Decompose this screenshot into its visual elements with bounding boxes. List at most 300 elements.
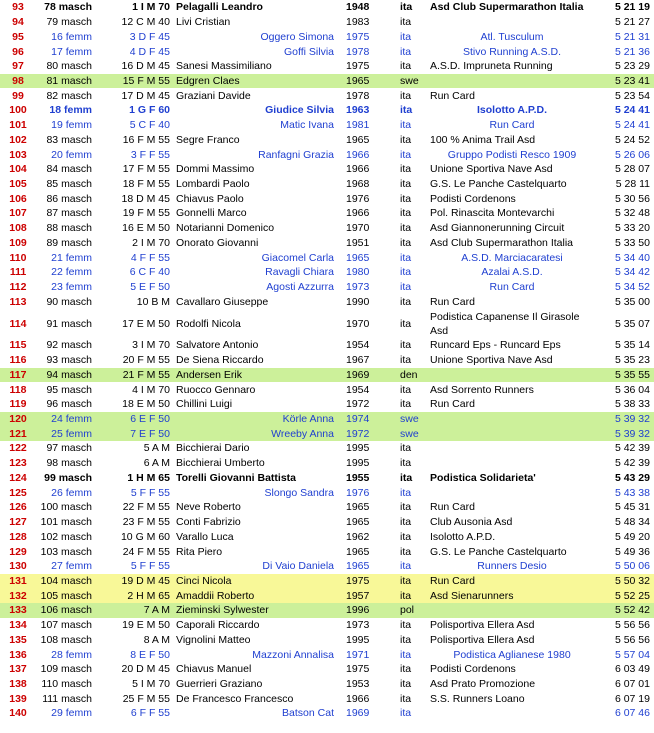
- athlete-name-cell: Bicchierai Umberto: [176, 457, 265, 470]
- gender-rank-cell: 28 femm: [51, 648, 92, 661]
- athlete-name-cell: Onorato Giovanni: [176, 236, 259, 249]
- athlete-name-cell: Neve Roberto: [176, 501, 241, 514]
- club-cell: [428, 603, 596, 618]
- nationality-cell: ita: [400, 692, 412, 705]
- gender-rank-cell: 78 masch: [44, 1, 92, 14]
- category-cell: 10 G M 60: [120, 530, 170, 543]
- birth-year-cell: 1978: [346, 45, 370, 58]
- gender-rank-cell: 82 masch: [46, 89, 92, 102]
- category-cell: 3 I M 70: [132, 339, 170, 352]
- table-row: [0, 603, 654, 618]
- finish-time-cell: 5 43 38: [614, 486, 650, 499]
- club-cell: [428, 485, 596, 500]
- nationality-cell: ita: [400, 442, 412, 455]
- gender-rank-cell: 81 masch: [36, 74, 96, 89]
- table-row: [0, 618, 654, 633]
- category-cell: 3 D F 45: [129, 30, 170, 43]
- table-row: [0, 544, 654, 559]
- nationality-cell: ita: [400, 317, 412, 330]
- nationality-cell: ita: [400, 457, 412, 470]
- athlete-name-cell: Lombardi Paolo: [176, 177, 250, 190]
- gender-rank-cell: 85 masch: [46, 177, 92, 190]
- club-cell: Podistica Capanense Il Girasole Asd: [430, 310, 580, 337]
- nationality-cell: ita: [400, 30, 412, 43]
- athlete-name-cell: De Francesco Francesco: [176, 692, 294, 705]
- table-row: [0, 397, 654, 412]
- category-cell: 19 E M 50: [122, 619, 170, 632]
- finish-time-cell: 6 07 01: [614, 677, 650, 690]
- birth-year-cell: 1995: [346, 457, 370, 470]
- category-cell: 8 E F 50: [130, 648, 170, 661]
- gender-rank-cell: 79 masch: [46, 16, 92, 29]
- athlete-name-cell: Cavallaro Giuseppe: [176, 295, 269, 308]
- nationality-cell: ita: [400, 1, 413, 14]
- position-cell: 139: [9, 692, 27, 705]
- club-cell: Asd Club Supermarathon Italia: [430, 1, 584, 14]
- table-row: [0, 500, 654, 515]
- table-row: [0, 515, 654, 530]
- position-cell: 111: [9, 266, 27, 279]
- finish-time-cell: 6 03 49: [614, 663, 650, 676]
- finish-time-cell: 5 24 52: [614, 133, 650, 146]
- birth-year-cell: 1948: [346, 1, 370, 14]
- athlete-name-cell: Vignolini Matteo: [176, 633, 251, 646]
- position-cell: 125: [9, 486, 27, 499]
- finish-time-cell: 5 49 36: [614, 545, 650, 558]
- birth-year-cell: 1990: [346, 295, 370, 308]
- birth-year-cell: 1955: [346, 471, 370, 484]
- position-cell: 120: [0, 412, 36, 427]
- category-cell: 1 G F 60: [129, 104, 170, 117]
- birth-year-cell: 1969: [342, 368, 390, 383]
- club-cell: Runners Desio: [477, 560, 547, 573]
- club-cell: Run Card: [489, 281, 535, 294]
- gender-rank-cell: 98 masch: [46, 457, 92, 470]
- gender-rank-cell: 106 masch: [36, 603, 96, 618]
- table-row: [0, 88, 654, 103]
- gender-rank-cell: 90 masch: [46, 295, 92, 308]
- club-cell: Run Card: [428, 574, 596, 589]
- table-row: [0, 706, 654, 721]
- finish-time-cell: 5 32 48: [614, 207, 650, 220]
- position-cell: 135: [9, 633, 27, 646]
- nationality-cell: ita: [400, 163, 412, 176]
- table-row: [0, 456, 654, 471]
- nationality-cell: ita: [400, 619, 412, 632]
- birth-year-cell: 1978: [346, 89, 370, 102]
- category-cell: 4 F F 55: [130, 251, 170, 264]
- gender-rank-cell: 107 masch: [40, 619, 92, 632]
- club-cell: [428, 15, 596, 30]
- nationality-cell: ita: [400, 707, 412, 720]
- birth-year-cell: 1954: [346, 383, 370, 396]
- category-cell: 8 A M: [143, 633, 170, 646]
- athlete-name-cell: Agosti Azzurra: [266, 281, 334, 294]
- birth-year-cell: 1975: [346, 30, 370, 43]
- gender-rank-cell: 91 masch: [46, 317, 92, 330]
- finish-time-cell: 5 24 41: [614, 119, 650, 132]
- club-cell: Stivo Running A.S.D.: [462, 45, 562, 58]
- finish-time-cell: 5 42 39: [614, 457, 650, 470]
- position-cell: 117: [0, 368, 36, 383]
- position-cell: 126: [9, 501, 27, 514]
- finish-time-cell: 5 34 42: [614, 266, 650, 279]
- athlete-name-cell: Slongo Sandra: [264, 486, 334, 499]
- club-cell: Run Card: [430, 398, 475, 411]
- table-row: [0, 559, 654, 574]
- club-cell: Pol. Rinascita Montevarchi: [430, 207, 555, 220]
- finish-time-cell: 5 30 56: [614, 192, 650, 205]
- birth-year-cell: 1962: [346, 530, 370, 543]
- finish-time-cell: 5 35 07: [614, 317, 650, 330]
- athlete-name-cell: Rodolfi Nicola: [176, 317, 241, 330]
- athlete-name-cell: Körle Anna: [174, 412, 342, 427]
- finish-time-cell: 5 35 23: [614, 354, 650, 367]
- position-cell: 105: [9, 177, 27, 190]
- table-row: [0, 485, 654, 500]
- finish-time-cell: 5 52 25: [596, 588, 654, 603]
- position-cell: 103: [9, 148, 27, 161]
- gender-rank-cell: 83 masch: [46, 133, 92, 146]
- table-row: [0, 44, 654, 59]
- position-cell: 104: [9, 163, 27, 176]
- category-cell: 3 F F 55: [130, 148, 170, 161]
- club-cell: A.S.D. Impruneta Running: [430, 60, 553, 73]
- position-cell: 140: [9, 707, 27, 720]
- gender-rank-cell: 80 masch: [46, 60, 92, 73]
- category-cell: 20 D M 45: [121, 663, 170, 676]
- gender-rank-cell: 99 masch: [44, 471, 92, 484]
- gender-rank-cell: 93 masch: [46, 354, 92, 367]
- club-cell: [428, 441, 596, 456]
- athlete-name-cell: Giacomel Carla: [261, 251, 334, 264]
- birth-year-cell: 1972: [342, 426, 390, 441]
- gender-rank-cell: 22 femm: [51, 266, 92, 279]
- athlete-name-cell: Amaddii Roberto: [174, 588, 342, 603]
- club-cell: Unione Sportiva Nave Asd: [430, 163, 553, 176]
- table-row: [0, 250, 654, 265]
- birth-year-cell: 1953: [346, 677, 370, 690]
- table-row: [0, 221, 654, 236]
- athlete-name-cell: Goffi Silvia: [284, 45, 334, 58]
- table-row: [0, 236, 654, 251]
- club-cell: Podisti Cordenons: [430, 192, 516, 205]
- finish-time-cell: 5 56 56: [614, 619, 650, 632]
- category-cell: 1 H M 65: [127, 471, 170, 484]
- table-row: [0, 15, 654, 30]
- position-cell: 124: [9, 471, 27, 484]
- nationality-cell: ita: [400, 60, 412, 73]
- category-cell: 10 B M: [136, 295, 170, 308]
- birth-year-cell: 1968: [346, 177, 370, 190]
- finish-time-cell: 5 23 29: [614, 60, 650, 73]
- category-cell: 18 F M 55: [122, 177, 170, 190]
- finish-time-cell: 5 24 41: [614, 104, 650, 117]
- finish-time-cell: 5 34 40: [614, 251, 650, 264]
- position-cell: 121: [0, 426, 36, 441]
- athlete-name-cell: Oggero Simona: [260, 30, 334, 43]
- nationality-cell: ita: [400, 177, 412, 190]
- position-cell: 118: [9, 383, 27, 396]
- finish-time-cell: 5 39 32: [596, 426, 654, 441]
- gender-rank-cell: 102 masch: [40, 530, 92, 543]
- birth-year-cell: 1974: [342, 412, 390, 427]
- athlete-name-cell: Guerrieri Graziano: [176, 677, 263, 690]
- birth-year-cell: 1965: [346, 501, 370, 514]
- table-row: [0, 691, 654, 706]
- category-cell: 2 I M 70: [132, 236, 170, 249]
- finish-time-cell: 5 21 36: [614, 45, 650, 58]
- club-cell: G.S. Le Panche Castelquarto: [430, 177, 567, 190]
- gender-rank-cell: 95 masch: [46, 383, 92, 396]
- finish-time-cell: 5 38 33: [614, 398, 650, 411]
- finish-time-cell: 5 50 32: [596, 574, 654, 589]
- category-cell: 5 F F 55: [130, 486, 170, 499]
- gender-rank-cell: 105 masch: [36, 588, 96, 603]
- nationality-cell: ita: [400, 236, 412, 249]
- birth-year-cell: 1965: [346, 545, 370, 558]
- athlete-name-cell: Edgren Claes: [174, 74, 342, 89]
- birth-year-cell: 1975: [342, 574, 390, 589]
- club-cell: [428, 74, 596, 89]
- category-cell: 6 F F 55: [130, 707, 170, 720]
- category-cell: 25 F M 55: [122, 692, 170, 705]
- club-cell: Run Card: [430, 501, 475, 514]
- position-cell: 102: [9, 133, 27, 146]
- club-cell: [428, 368, 596, 383]
- club-cell: 100 % Anima Trail Asd: [430, 133, 536, 146]
- table-row: [0, 29, 654, 44]
- club-cell: Isolotto A.P.D.: [476, 104, 547, 117]
- table-row: [0, 441, 654, 456]
- table-row: [0, 118, 654, 133]
- finish-time-cell: 5 23 41: [596, 74, 654, 89]
- gender-rank-cell: 26 femm: [51, 486, 92, 499]
- club-cell: Asd Giannonerunning Circuit: [430, 222, 565, 235]
- category-cell: 22 F M 55: [122, 501, 170, 514]
- gender-rank-cell: 100 masch: [40, 501, 92, 514]
- nationality-cell: ita: [400, 119, 412, 132]
- athlete-name-cell: Chiavus Manuel: [176, 663, 252, 676]
- gender-rank-cell: 24 femm: [36, 412, 96, 427]
- gender-rank-cell: 27 femm: [51, 560, 92, 573]
- table-row: [0, 309, 654, 338]
- position-cell: 137: [9, 663, 27, 676]
- nationality-cell: ita: [400, 545, 412, 558]
- nationality-cell: ita: [400, 207, 412, 220]
- birth-year-cell: 1983: [346, 16, 370, 29]
- table-row: [0, 103, 654, 118]
- athlete-name-cell: Giudice Silvia: [265, 104, 334, 117]
- birth-year-cell: 1976: [346, 486, 370, 499]
- category-cell: 17 D M 45: [121, 89, 170, 102]
- gender-rank-cell: 84 masch: [46, 163, 92, 176]
- athlete-name-cell: Chiavus Paolo: [176, 192, 244, 205]
- position-cell: 129: [9, 545, 27, 558]
- nationality-cell: ita: [400, 104, 413, 117]
- category-cell: 6 E F 50: [96, 412, 174, 427]
- gender-rank-cell: 21 femm: [51, 251, 92, 264]
- club-cell: Isolotto A.P.D.: [430, 530, 496, 543]
- birth-year-cell: 1965: [346, 251, 370, 264]
- table-row: [0, 0, 654, 15]
- athlete-name-cell: Ruocco Gennaro: [176, 383, 256, 396]
- table-row: [0, 191, 654, 206]
- finish-time-cell: 5 28 11: [615, 177, 650, 190]
- club-cell: [428, 706, 596, 721]
- athlete-name-cell: Mazzoni Annalisa: [252, 648, 334, 661]
- position-cell: 132: [0, 588, 36, 603]
- nationality-cell: ita: [400, 633, 412, 646]
- position-cell: 130: [9, 560, 27, 573]
- nationality-cell: ita: [400, 560, 412, 573]
- table-row: [0, 280, 654, 295]
- gender-rank-cell: 16 femm: [51, 30, 92, 43]
- position-cell: 101: [9, 119, 27, 132]
- athlete-name-cell: Segre Franco: [176, 133, 240, 146]
- finish-time-cell: 5 35 00: [614, 295, 650, 308]
- club-cell: Polisportiva Ellera Asd: [430, 619, 535, 632]
- position-cell: 109: [9, 236, 27, 249]
- athlete-name-cell: Rita Piero: [176, 545, 223, 558]
- position-cell: 114: [9, 317, 27, 330]
- table-row: [0, 74, 654, 89]
- position-cell: 128: [9, 530, 27, 543]
- gender-rank-cell: 25 femm: [36, 426, 96, 441]
- category-cell: 16 E M 50: [122, 222, 170, 235]
- category-cell: 23 F M 55: [122, 516, 170, 529]
- position-cell: 99: [12, 89, 24, 102]
- birth-year-cell: 1995: [346, 442, 370, 455]
- category-cell: 17 F M 55: [122, 163, 170, 176]
- athlete-name-cell: Ranfagni Grazia: [258, 148, 334, 161]
- birth-year-cell: 1966: [346, 692, 370, 705]
- position-cell: 138: [9, 677, 27, 690]
- position-cell: 96: [12, 45, 24, 58]
- finish-time-cell: 5 56 56: [614, 633, 650, 646]
- gender-rank-cell: 97 masch: [46, 442, 92, 455]
- nationality-cell: ita: [390, 574, 428, 589]
- category-cell: 2 H M 65: [96, 588, 174, 603]
- birth-year-cell: 1981: [346, 119, 370, 132]
- gender-rank-cell: 18 femm: [49, 104, 92, 117]
- nationality-cell: swe: [390, 74, 428, 89]
- athlete-name-cell: Andersen Erik: [174, 368, 342, 383]
- finish-time-cell: 5 21 27: [614, 16, 650, 29]
- nationality-cell: ita: [400, 516, 412, 529]
- club-cell: Unione Sportiva Nave Asd: [430, 354, 553, 367]
- position-cell: 106: [9, 192, 27, 205]
- category-cell: 19 D M 45: [96, 574, 174, 589]
- nationality-cell: ita: [400, 45, 412, 58]
- finish-time-cell: 5 33 20: [614, 222, 650, 235]
- club-cell: Runcard Eps - Runcard Eps: [430, 339, 561, 352]
- gender-rank-cell: 23 femm: [51, 281, 92, 294]
- gender-rank-cell: 96 masch: [46, 398, 92, 411]
- club-cell: Podistica Solidarieta': [430, 471, 536, 484]
- birth-year-cell: 1965: [346, 133, 370, 146]
- category-cell: 17 E M 50: [122, 317, 170, 330]
- nationality-cell: ita: [400, 383, 412, 396]
- position-cell: 131: [0, 574, 36, 589]
- birth-year-cell: 1976: [346, 192, 370, 205]
- position-cell: 100: [9, 104, 27, 117]
- table-row: [0, 662, 654, 677]
- nationality-cell: ita: [400, 281, 412, 294]
- nationality-cell: ita: [400, 501, 412, 514]
- category-cell: 18 E M 50: [122, 398, 170, 411]
- finish-time-cell: 5 45 31: [614, 501, 650, 514]
- gender-rank-cell: 92 masch: [46, 339, 92, 352]
- category-cell: 4 I M 70: [132, 383, 170, 396]
- category-cell: 6 C F 40: [129, 266, 170, 279]
- table-row: [0, 677, 654, 692]
- gender-rank-cell: 29 femm: [51, 707, 92, 720]
- category-cell: 5 F F 55: [130, 560, 170, 573]
- gender-rank-cell: 86 masch: [46, 192, 92, 205]
- position-cell: 112: [9, 281, 27, 294]
- birth-year-cell: 1975: [346, 60, 370, 73]
- position-cell: 113: [9, 295, 27, 308]
- gender-rank-cell: 88 masch: [46, 222, 92, 235]
- birth-year-cell: 1995: [346, 633, 370, 646]
- club-cell: Run Card: [489, 119, 535, 132]
- table-row: [0, 632, 654, 647]
- table-row: [0, 412, 654, 427]
- birth-year-cell: 1971: [346, 648, 370, 661]
- category-cell: 20 F M 55: [122, 354, 170, 367]
- position-cell: 127: [9, 516, 27, 529]
- category-cell: 18 D M 45: [121, 192, 170, 205]
- club-cell: Asd Sienarunners: [428, 588, 596, 603]
- athlete-name-cell: Chillini Luigi: [176, 398, 233, 411]
- table-row: [0, 471, 654, 486]
- nationality-cell: ita: [400, 530, 412, 543]
- position-cell: 107: [9, 207, 27, 220]
- finish-time-cell: 6 07 46: [614, 707, 650, 720]
- club-cell: Asd Prato Promozione: [430, 677, 536, 690]
- finish-time-cell: 5 33 50: [614, 236, 650, 249]
- gender-rank-cell: 104 masch: [36, 574, 96, 589]
- finish-time-cell: 5 21 19: [614, 1, 650, 14]
- position-cell: 136: [9, 648, 27, 661]
- birth-year-cell: 1965: [346, 560, 370, 573]
- athlete-name-cell: Cinci Nicola: [174, 574, 342, 589]
- birth-year-cell: 1996: [342, 603, 390, 618]
- nationality-cell: ita: [400, 398, 412, 411]
- club-cell: Azalai A.S.D.: [481, 266, 543, 279]
- category-cell: 12 C M 40: [121, 16, 170, 29]
- birth-year-cell: 1966: [346, 148, 370, 161]
- club-cell: Podistica Aglianese 1980: [453, 648, 571, 661]
- table-row: [0, 294, 654, 309]
- athlete-name-cell: Pelagalli Leandro: [176, 1, 263, 14]
- birth-year-cell: 1969: [346, 707, 370, 720]
- birth-year-cell: 1967: [346, 354, 370, 367]
- nationality-cell: ita: [400, 16, 412, 29]
- club-cell: Gruppo Podisti Resco 1909: [447, 148, 577, 161]
- nationality-cell: ita: [400, 471, 413, 484]
- table-row: [0, 162, 654, 177]
- finish-time-cell: 5 42 39: [614, 442, 650, 455]
- birth-year-cell: 1972: [346, 398, 370, 411]
- athlete-name-cell: Salvatore Antonio: [176, 339, 259, 352]
- gender-rank-cell: 19 femm: [51, 119, 92, 132]
- table-row: [0, 588, 654, 603]
- gender-rank-cell: 103 masch: [40, 545, 92, 558]
- birth-year-cell: 1970: [346, 317, 370, 330]
- birth-year-cell: 1980: [346, 266, 370, 279]
